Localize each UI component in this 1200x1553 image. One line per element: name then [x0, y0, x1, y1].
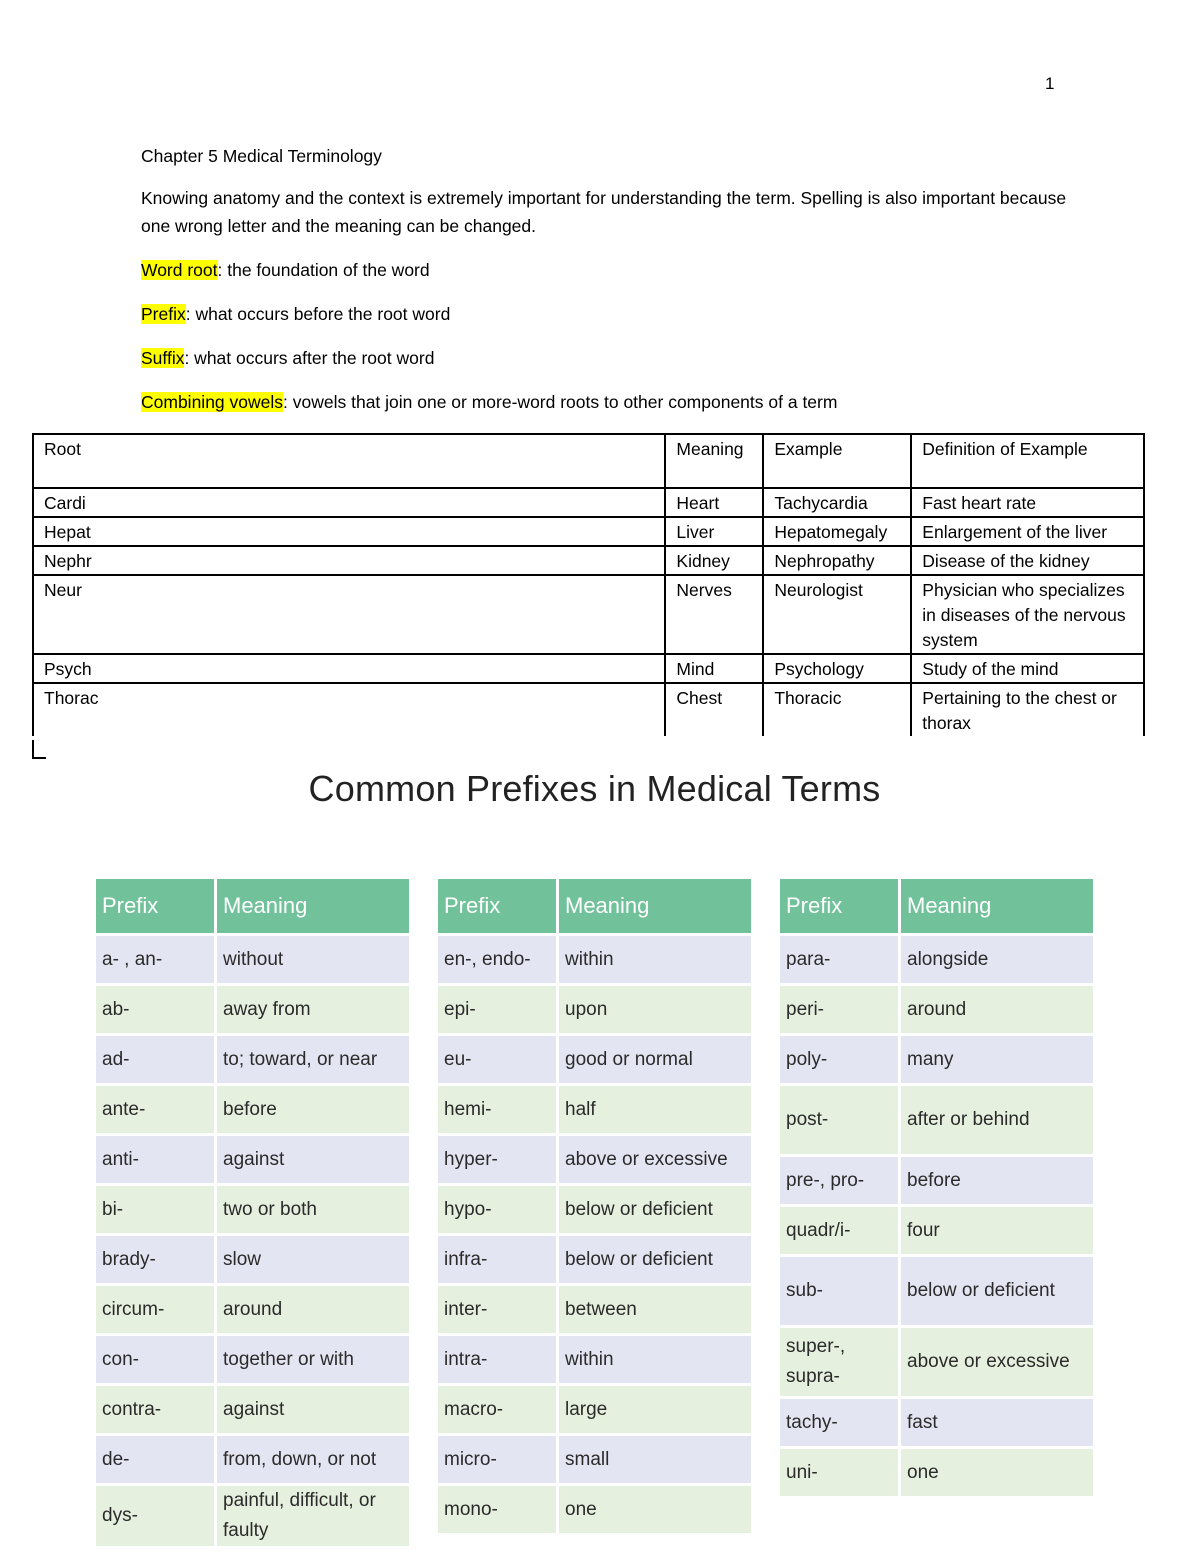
table-cell: Enlargement of the liver: [911, 517, 1144, 546]
prefix-cell: quadr/i-: [780, 1207, 898, 1254]
prefix-row: [96, 1386, 409, 1433]
meaning-cell: between: [559, 1286, 751, 1333]
prefix-row: [96, 1136, 409, 1183]
table-cell: Neurologist: [763, 575, 911, 654]
meaning-cell: fast: [901, 1399, 1093, 1446]
meaning-cell: two or both: [217, 1186, 409, 1233]
prefix-cell: con-: [96, 1336, 214, 1383]
prefix-cell: de-: [96, 1436, 214, 1483]
definition-prefix: [141, 300, 1071, 328]
prefix-row: [780, 986, 1093, 1033]
highlighted-term: Word root: [141, 260, 218, 280]
prefix-table-1: [93, 876, 412, 1549]
prefix-cell: hemi-: [438, 1086, 556, 1133]
prefix-cell: hyper-: [438, 1136, 556, 1183]
meaning-cell: many: [901, 1036, 1093, 1083]
table-cell: Hepat: [33, 517, 665, 546]
prefix-cell: contra-: [96, 1386, 214, 1433]
highlighted-term: Suffix: [141, 348, 185, 368]
prefix-row: [438, 1086, 751, 1133]
meaning-cell: around: [217, 1286, 409, 1333]
meaning-cell: before: [901, 1157, 1093, 1204]
meaning-cell: within: [559, 936, 751, 983]
prefix-row: [780, 1036, 1093, 1083]
prefix-row: [780, 936, 1093, 983]
table-cell: Tachycardia: [763, 488, 911, 517]
prefix-row: [780, 1086, 1093, 1154]
meaning-cell: together or with: [217, 1336, 409, 1383]
table-cell: Fast heart rate: [911, 488, 1144, 517]
table-row: [33, 517, 1144, 546]
table-cell: Pertaining to the chest or thorax: [911, 683, 1144, 736]
table-cell: Nephropathy: [763, 546, 911, 575]
prefix-cell: intra-: [438, 1336, 556, 1383]
meaning-cell: alongside: [901, 936, 1093, 983]
prefix-row: [438, 1186, 751, 1233]
header-cell: Definition of Example: [911, 434, 1144, 488]
prefix-cell: ante-: [96, 1086, 214, 1133]
table-cell: Neur: [33, 575, 665, 654]
prefix-row: [96, 1036, 409, 1083]
prefix-cell: ab-: [96, 986, 214, 1033]
table-row: [33, 575, 1144, 654]
meaning-cell: slow: [217, 1236, 409, 1283]
prefix-row: [438, 1236, 751, 1283]
prefix-cell: pre-, pro-: [780, 1157, 898, 1204]
prefix-row: [780, 1449, 1093, 1496]
meaning-cell: after or behind: [901, 1086, 1093, 1154]
prefix-row: [96, 1286, 409, 1333]
prefix-cell: bi-: [96, 1186, 214, 1233]
prefix-cell: hypo-: [438, 1186, 556, 1233]
table-row: [33, 546, 1144, 575]
meaning-cell: before: [217, 1086, 409, 1133]
meaning-cell: below or deficient: [559, 1236, 751, 1283]
intro-paragraph: Knowing anatomy and the context is extremely important for understanding the term. Spelling is also important because one wrong letter and the meaning can be changed.: [141, 188, 1067, 236]
prefix-row: [96, 1186, 409, 1233]
meaning-cell: without: [217, 936, 409, 983]
prefix-cell: post-: [780, 1086, 898, 1154]
prefix-cell: mono-: [438, 1486, 556, 1533]
table-cell: Psych: [33, 654, 665, 683]
table-cell: Study of the mind: [911, 654, 1144, 683]
prefix-cell: peri-: [780, 986, 898, 1033]
meaning-cell: within: [559, 1336, 751, 1383]
prefix-row: [780, 1257, 1093, 1325]
table-cell: Kidney: [665, 546, 763, 575]
meaning-cell: half: [559, 1086, 751, 1133]
prefix-header-row: [96, 879, 409, 933]
meaning-cell: around: [901, 986, 1093, 1033]
meaning-cell: below or deficient: [559, 1186, 751, 1233]
meaning-cell: large: [559, 1386, 751, 1433]
prefix-cell: macro-: [438, 1386, 556, 1433]
table-cell: Nerves: [665, 575, 763, 654]
definition-text: : what occurs before the root word: [185, 304, 451, 324]
table-cell: Physician who specializes in diseases of the nervous system: [911, 575, 1144, 654]
prefix-row: [438, 1436, 751, 1483]
prefix-row: [96, 1336, 409, 1383]
prefix-cell: en-, endo-: [438, 936, 556, 983]
definition-combining-vowels: [141, 388, 1071, 416]
prefix-cell: ad-: [96, 1036, 214, 1083]
meaning-cell: below or deficient: [901, 1257, 1093, 1325]
prefix-table-3: [777, 876, 1096, 1499]
meaning-cell: painful, difficult, or faulty: [217, 1486, 409, 1546]
prefix-cell: uni-: [780, 1449, 898, 1496]
prefix-row: [96, 986, 409, 1033]
meaning-cell: upon: [559, 986, 751, 1033]
prefix-row: [96, 1236, 409, 1283]
prefix-row: [438, 936, 751, 983]
prefix-row: [438, 1386, 751, 1433]
table-cell: Nephr: [33, 546, 665, 575]
prefix-header: Prefix: [438, 879, 556, 933]
header-cell: Example: [763, 434, 911, 488]
definition-text: : vowels that join one or more-word roots to other components of a term: [283, 392, 838, 412]
prefix-row: [438, 1336, 751, 1383]
prefix-row: [780, 1399, 1093, 1446]
prefix-cell: poly-: [780, 1036, 898, 1083]
header-cell: Meaning: [665, 434, 763, 488]
meaning-cell: small: [559, 1436, 751, 1483]
table-row: [33, 654, 1144, 683]
prefix-header: Prefix: [780, 879, 898, 933]
header-cell: Root: [33, 434, 665, 488]
table-header-row: [33, 434, 1144, 488]
meaning-header: Meaning: [217, 879, 409, 933]
prefix-cell: anti-: [96, 1136, 214, 1183]
prefix-section-title: Common Prefixes in Medical Terms: [308, 768, 881, 809]
table-row: [33, 488, 1144, 517]
highlighted-term: Combining vowels: [141, 392, 284, 412]
table-cell: Liver: [665, 517, 763, 546]
prefix-cell: para-: [780, 936, 898, 983]
prefix-cell: inter-: [438, 1286, 556, 1333]
prefix-table-2: [435, 876, 754, 1536]
table-border-fragment: [32, 757, 46, 759]
prefix-row: [96, 1486, 409, 1546]
prefix-cell: dys-: [96, 1486, 214, 1546]
table-cell: Heart: [665, 488, 763, 517]
prefix-cell: tachy-: [780, 1399, 898, 1446]
prefix-header: Prefix: [96, 879, 214, 933]
meaning-cell: above or excessive: [559, 1136, 751, 1183]
table-cell: Thoracic: [763, 683, 911, 736]
highlighted-term: Prefix: [141, 304, 186, 324]
prefix-cell: eu-: [438, 1036, 556, 1083]
prefix-cell: super-, supra-: [780, 1328, 898, 1396]
meaning-header: Meaning: [559, 879, 751, 933]
prefix-row: [780, 1157, 1093, 1204]
meaning-cell: away from: [217, 986, 409, 1033]
page-title: Chapter 5 Medical Terminology: [141, 146, 382, 166]
table-cell: Psychology: [763, 654, 911, 683]
prefix-row: [780, 1328, 1093, 1396]
prefix-row: [96, 936, 409, 983]
prefix-cell: micro-: [438, 1436, 556, 1483]
meaning-cell: against: [217, 1136, 409, 1183]
meaning-cell: from, down, or not: [217, 1436, 409, 1483]
prefix-row: [96, 1086, 409, 1133]
meaning-cell: to; toward, or near: [217, 1036, 409, 1083]
prefix-cell: infra-: [438, 1236, 556, 1283]
prefix-cell: sub-: [780, 1257, 898, 1325]
table-cell: Chest: [665, 683, 763, 736]
prefix-header-row: [780, 879, 1093, 933]
table-cell: Disease of the kidney: [911, 546, 1144, 575]
word-roots-table: [32, 433, 1145, 736]
prefix-row: [96, 1436, 409, 1483]
table-cell: Hepatomegaly: [763, 517, 911, 546]
definition-suffix: [141, 344, 1071, 372]
prefix-header-row: [438, 879, 751, 933]
prefix-cell: a- , an-: [96, 936, 214, 983]
meaning-cell: good or normal: [559, 1036, 751, 1083]
page-number: 1: [1045, 74, 1055, 93]
definition-word-root: [141, 256, 1071, 284]
meaning-header: Meaning: [901, 879, 1093, 933]
prefix-row: [780, 1207, 1093, 1254]
document-body: [141, 142, 1071, 432]
table-row: [33, 683, 1144, 736]
prefix-row: [438, 1286, 751, 1333]
definition-text: : what occurs after the root word: [184, 348, 435, 368]
prefix-cell: circum-: [96, 1286, 214, 1333]
table-cell: Mind: [665, 654, 763, 683]
prefix-row: [438, 1136, 751, 1183]
prefix-row: [438, 1036, 751, 1083]
meaning-cell: one: [559, 1486, 751, 1533]
meaning-cell: against: [217, 1386, 409, 1433]
prefix-row: [438, 1486, 751, 1533]
table-cell: Thorac: [33, 683, 665, 736]
table-cell: Cardi: [33, 488, 665, 517]
prefix-row: [438, 986, 751, 1033]
meaning-cell: four: [901, 1207, 1093, 1254]
prefix-cell: brady-: [96, 1236, 214, 1283]
definition-text: : the foundation of the word: [217, 260, 430, 280]
meaning-cell: above or excessive: [901, 1328, 1093, 1396]
meaning-cell: one: [901, 1449, 1093, 1496]
prefix-cell: epi-: [438, 986, 556, 1033]
